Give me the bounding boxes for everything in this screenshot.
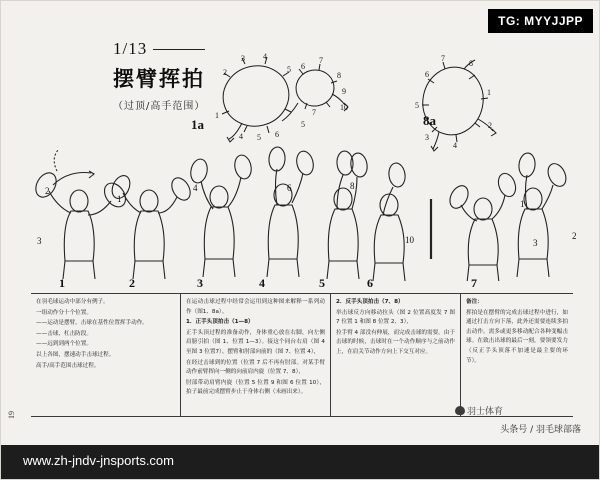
arm-number-2: 2 [45,186,50,196]
loop-number-left-11: 4 [239,132,243,141]
arm-number-3: 3 [37,236,42,246]
sequence-number-1: 1 [59,276,65,290]
page-number [113,39,293,59]
telegram-watermark-badge: TG: MYYJJPP [488,9,593,33]
col4-heading: 备注： [466,299,483,305]
loop-number-left-6: 7 [319,56,323,65]
loop-number-right-3: 8 [469,59,473,68]
loop-number-left-14: 5 [301,120,305,129]
site-url-text: www.zh-jndv-jnsports.com [23,453,174,468]
loop-number-left-10: 1 [215,111,219,120]
text-column-1 [31,294,181,416]
col3-heading: 2．反手头顶拍击（7、8） [336,299,404,305]
wechat-account-name: 羽士体育 [466,407,503,417]
col1-p7: 高手/高手范围击球过程。 [36,362,100,369]
page-subtitle: （过顶/高手范围） [113,101,206,112]
loop-number-left-15: 7 [312,108,316,117]
player-figures-row [1,141,600,281]
col2-p3: 正手头顶过程的准备动作，身体重心放在右脚，向左侧肩膀引拍（图 1、位置 1—3）。接这个同台右肩（图 4 至图 3 位置7）。摆臂和肘部向前的（图 7、位置 4）， [186,329,325,356]
arm-number-8: 8 [350,181,355,191]
page-header [113,39,293,112]
arm-number-right-3: 3 [533,238,538,248]
col1-p2: 一组动作分十个位置。 [36,309,92,316]
sequence-number-2: 2 [129,276,135,290]
loop-number-left-12: 5 [257,133,261,142]
arm-number-6: 6 [287,183,292,193]
loop-number-left-3: 4 [263,52,267,61]
col2-p1: 在运动击球过程中经常会运用到这种图来解释一系列动作（图1、8a）。 [186,299,325,315]
loop-number-left-4: 5 [287,65,291,74]
loop-number-right-8: 5 [415,101,419,110]
loop-number-right-5: 2 [488,121,492,130]
footer-bar [1,445,600,479]
arm-number-1: 1 [117,194,122,204]
loop-number-right-2: 7 [441,54,445,63]
col2-p5: 肘部带动肩臂内旋（位置 5 位置 9 和图 6 位置 10），拍子最前完成摆臂步止于身体右侧（未画出来）。 [186,379,325,396]
col2-p4: 在经过击球到的位置（位置 7 后不再有肘部。对某手臂动作前臂挥向一侧的向前肩内旋（位置 7、8）， [186,359,325,376]
loop-number-left-7: 8 [337,71,341,80]
figure-label-1a: 1a [191,117,204,132]
col1-p1: 在羽毛球运动中部分有例子。 [36,299,109,305]
sequence-number-3: 3 [197,276,203,290]
loop-number-left-1: 2 [223,68,227,77]
sequence-number-4: 4 [259,276,265,290]
page-title: 摆臂挥拍 [113,67,205,91]
loop-number-right-6: 4 [453,141,457,150]
figure-label-8a: 8a [423,113,436,128]
arm-number-right-2: 2 [572,231,577,241]
col1-p5: ——远到到两个位置。 [36,341,92,348]
col3-p2: 举击球反方向移动拉头（图 2 位置高度发 7 图 7 位置 1 和图 8 位置 2、3）， [336,309,455,326]
col2-heading: 1．正手头顶拍击（1—8） [186,319,254,326]
toutiao-account-mark: 头条号 / 羽毛球部落 [500,425,581,435]
technique-illustration-area [1,31,600,291]
header-rule [153,49,205,50]
col1-p3: ——运动是摆臂，击球在基性位置挥手动作。 [36,320,148,327]
text-column-2 [181,294,331,416]
arm-number-10: 10 [405,235,414,245]
loop-number-left-5: 6 [301,62,305,71]
loop-number-left-9: 10 [340,103,348,112]
loop-number-right-4: 1 [487,88,491,97]
sequence-number-6: 6 [367,276,373,290]
loop-number-right-7: 3 [425,133,429,142]
arm-number-right-1: 1 [520,199,525,209]
arm-number-4: 4 [193,183,198,193]
instruction-text-block [31,293,573,417]
col3-p3: 拉手臂 4 部没有伸展，而完成击球的需要。由于击球的时候，击球时在一个动作顺序与之前动作上，在肩关节动作方向上下交互对应。 [336,329,455,356]
loop-number-left-8: 9 [342,87,346,96]
col1-p6: 以上各图，摆速动手击球过程。 [36,352,115,359]
text-column-4 [461,294,573,416]
page-number-text: 1/13 [113,39,148,58]
edge-page-number: 19 [7,411,16,419]
text-column-3 [331,294,461,416]
col4-p2: 挥拍是在摆臂的完成击球过程中进行，如通过打击方向下落，此外还需要连续多拍击动作。需多或更多移动配合各种变幅击球。在致击出球的最后一刻，要领要发力（反正手头顶落不加速是最主要的环节）。 [466,309,568,364]
col1-p4: ——击球，杠击防段。 [36,330,92,337]
loop-number-left-13: 6 [275,130,279,139]
loop-number-right-1: 6 [425,70,429,79]
sequence-number-5: 5 [319,276,325,290]
loop-number-left-2: 3 [241,54,245,63]
sequence-number-7: 7 [471,276,477,290]
